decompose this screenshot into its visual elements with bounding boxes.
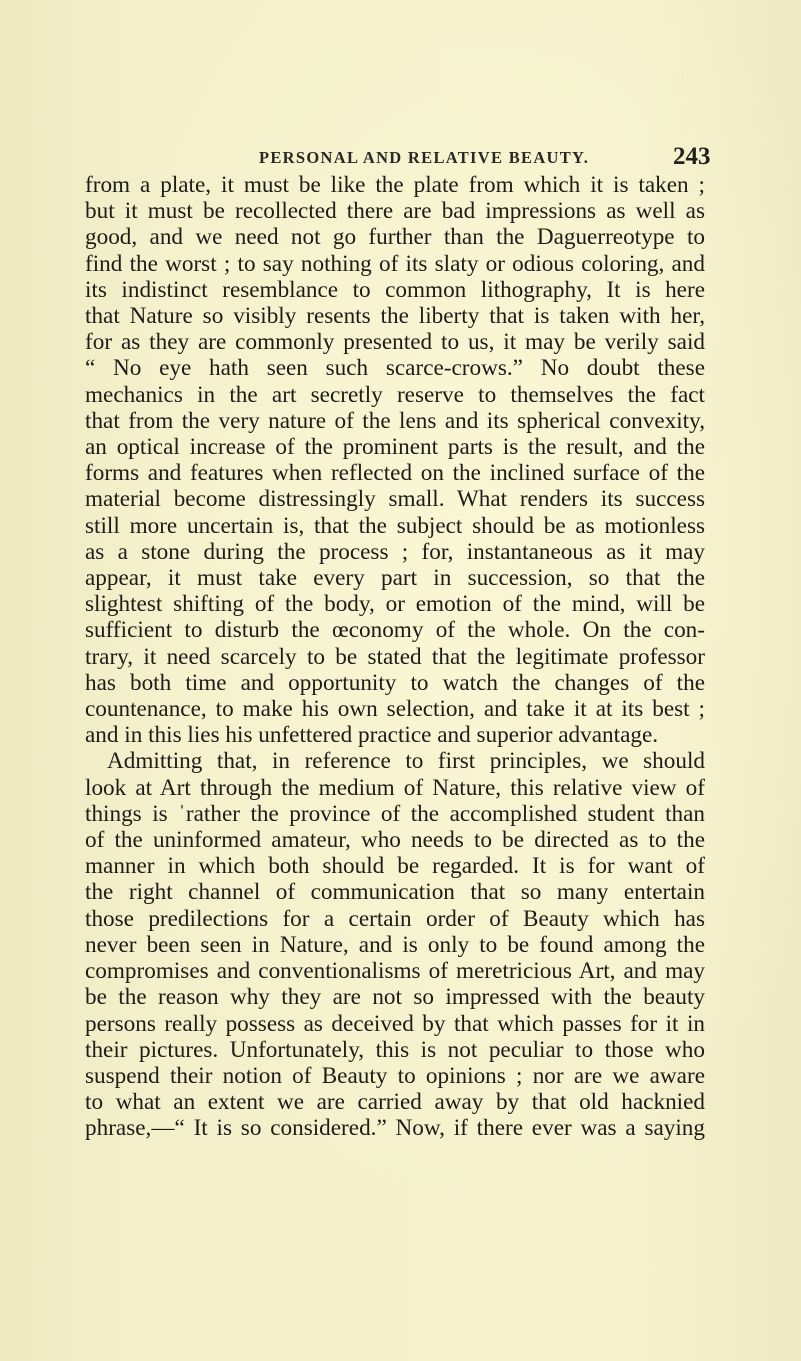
text-line: look at Art through the medium of Nature, this relative view of bbox=[85, 774, 705, 801]
text-line: the right channel of communication that so many entertain bbox=[85, 879, 705, 906]
text-line: forms and features when reflected on the inclined surface of the bbox=[85, 460, 705, 487]
text-line: to what an extent we are carried away by that old hacknied bbox=[85, 1089, 705, 1116]
text-line: as a stone during the process ; for, instantaneous as it may bbox=[85, 538, 705, 565]
text-line: sufficient to disturb the œconomy of the whole. On the con- bbox=[85, 617, 705, 644]
text-line: Admitting that, in reference to first principles, we should bbox=[107, 748, 705, 775]
text-line: persons really possess as deceived by that which passes for it in bbox=[85, 1010, 705, 1037]
text-line: trary, it need scarcely to be stated that the legitimate professor bbox=[85, 643, 705, 670]
running-head: PERSONAL AND RELATIVE BEAUTY. bbox=[259, 148, 590, 167]
text-line: appear, it must take every part in succession, so that the bbox=[85, 565, 705, 592]
text-line: and in this lies his unfettered practice and superior advantage. bbox=[85, 722, 659, 749]
text-line: slightest shifting of the body, or emotion of the mind, will be bbox=[85, 591, 705, 618]
text-line: suspend their notion of Beauty to opinions ; nor are we aware bbox=[85, 1062, 705, 1089]
text-line: mechanics in the art secretly reserve to themselves the fact bbox=[85, 381, 705, 408]
text-line: never been seen in Nature, and is only to be found among the bbox=[85, 931, 705, 958]
text-line: but it must be recollected there are bad impressions as well as bbox=[85, 198, 705, 225]
text-line: still more uncertain is, that the subject should be as motionless bbox=[85, 512, 705, 539]
text-line: manner in which both should be regarded. It is for want of bbox=[85, 853, 705, 880]
text-line: phrase,—“ It is so considered.” Now, if there ever was a saying bbox=[85, 1115, 705, 1142]
body-text bbox=[85, 172, 705, 1142]
text-line: countenance, to make his own selection, and take it at its best ; bbox=[85, 696, 705, 723]
text-line: of the uninformed amateur, who needs to be directed as to the bbox=[85, 827, 705, 854]
text-line: an optical increase of the prominent parts is the result, and the bbox=[85, 434, 705, 461]
text-line: compromises and conventionalisms of meretricious Art, and may bbox=[85, 958, 705, 985]
text-line: for as they are commonly presented to us, it may be verily said bbox=[85, 329, 705, 356]
paper-speck: · bbox=[681, 72, 684, 82]
text-line: find the worst ; to say nothing of its slaty or odious coloring, and bbox=[85, 250, 705, 277]
text-line: “ No eye hath seen such scarce-crows.” No doubt these bbox=[85, 355, 705, 382]
text-line: that Nature so visibly resents the liberty that is taken with her, bbox=[85, 303, 705, 330]
text-line: their pictures. Unfortunately, this is not peculiar to those who bbox=[85, 1036, 705, 1063]
text-line: from a plate, it must be like the plate from which it is taken ; bbox=[85, 172, 705, 198]
text-line: things is ˈrather the province of the accomplished student than bbox=[85, 800, 705, 827]
text-line: good, and we need not go further than the Daguerreotype to bbox=[85, 224, 705, 251]
text-line: be the reason why they are not so impressed with the beauty bbox=[85, 984, 705, 1011]
text-line: its indistinct resemblance to common lithography, It is here bbox=[85, 276, 705, 303]
text-line: those predilections for a certain order of Beauty which has bbox=[85, 905, 705, 932]
page-number: 243 bbox=[673, 143, 711, 170]
text-line: that from the very nature of the lens and its spherical convexity, bbox=[85, 407, 705, 434]
text-line: material become distressingly small. What renders its success bbox=[85, 486, 705, 513]
text-line: has both time and opportunity to watch the changes of the bbox=[85, 669, 705, 696]
